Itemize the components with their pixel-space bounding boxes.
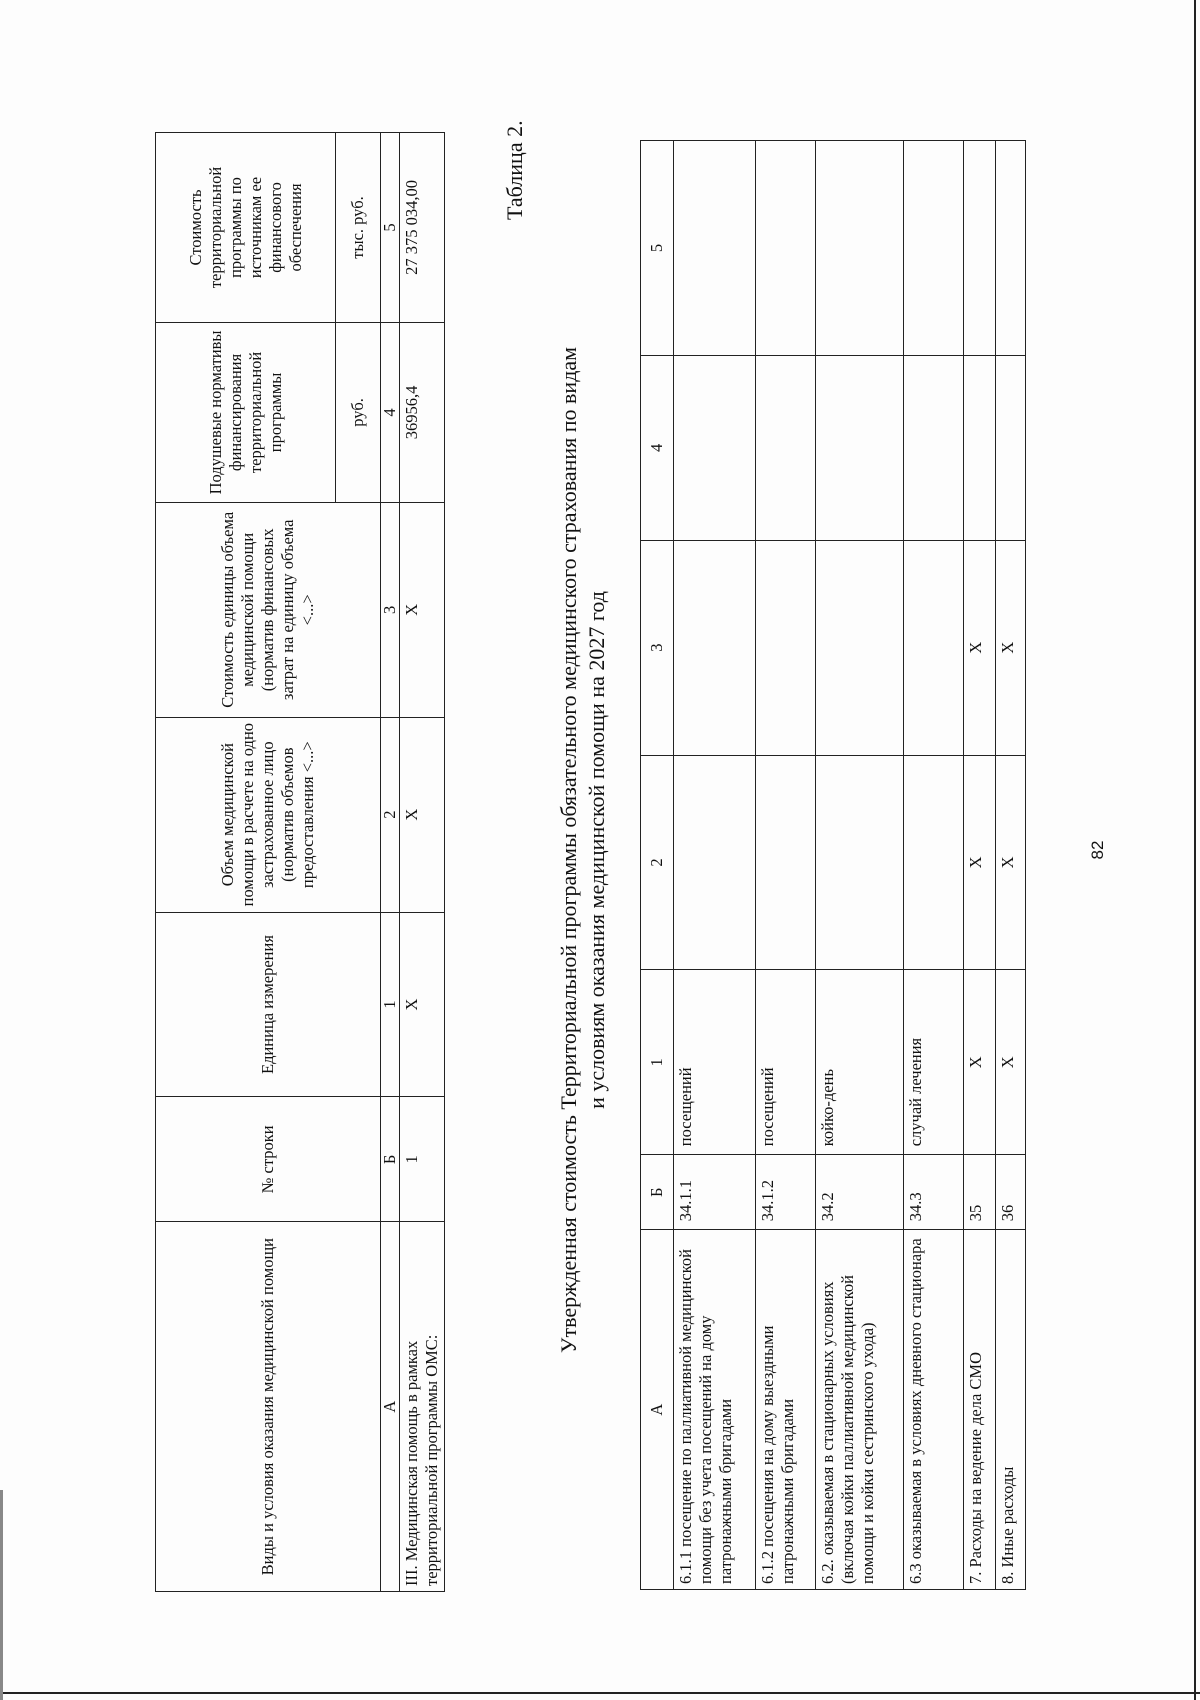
row-cell [996, 141, 1026, 356]
row-unit: посещений [674, 970, 756, 1155]
row-name: III. Медицинская помощь в рамках территориальной программы ОМС: [400, 1222, 445, 1592]
row-name: 6.3 оказываемая в условиях дневного стационара [904, 1230, 964, 1590]
row-unit: Х [964, 970, 996, 1155]
t2-number-cell: Б [381, 1097, 400, 1222]
table-row [904, 141, 964, 1590]
header-program-cost: Стоимость территориальной программы по источникам ее финансового обеспечения [156, 133, 336, 323]
row-cell [816, 355, 904, 540]
row-cell [674, 540, 756, 755]
row-line-number: 36 [996, 1155, 1026, 1230]
table-row [816, 141, 904, 1590]
table-1-continuation [640, 140, 1026, 1590]
row-unit: Х [400, 912, 445, 1097]
page-number: 82 [1088, 840, 1107, 860]
row-unit: Х [996, 970, 1026, 1155]
row-cell [964, 355, 996, 540]
t1-header-cell: 3 [641, 540, 674, 755]
table-row [996, 141, 1026, 1590]
row-line-number: 1 [400, 1097, 445, 1222]
t2-number-cell: А [381, 1222, 400, 1592]
t2-number-cell: 2 [381, 717, 400, 912]
row-cell: Х [964, 540, 996, 755]
row-name: 6.2. оказываемая в стационарных условиях (включая койки паллиативной медицинской помощи и койки сестринского ухода) [816, 1230, 904, 1590]
table-1-header-row [641, 141, 674, 1590]
row-cell [996, 355, 1026, 540]
title-line-1: Утвержденная стоимость Территориальной программы обязательного медицинского страхования по видам [556, 346, 581, 1354]
row-unit: случай лечения [904, 970, 964, 1155]
row-cell [756, 540, 816, 755]
row-cell [756, 141, 816, 356]
row-cell: Х [400, 717, 445, 912]
row-cell: Х [996, 755, 1026, 970]
row-cell [816, 141, 904, 356]
row-line-number: 34.2 [816, 1155, 904, 1230]
row-cell: Х [996, 540, 1026, 755]
header-per-capita: Подушевые нормативы финансирования территориальной программы [156, 322, 336, 502]
t2-number-cell: 5 [381, 133, 400, 323]
table-row [400, 133, 445, 1592]
header-unit-cost: Стоимость единицы объема медицинской помощи (норматив финансовых затрат на единицу объема <...> [156, 502, 381, 717]
row-cell [904, 141, 964, 356]
t1-header-cell: 5 [641, 141, 674, 356]
table-2 [155, 132, 445, 1592]
row-name: 6.1.1 посещение по паллиативной медицинской помощи без учета посещений на дому патронажными бригадами [674, 1230, 756, 1590]
table-row [964, 141, 996, 1590]
row-cell: Х [400, 502, 445, 717]
header-kinds: Виды и условия оказания медицинской помощи [156, 1222, 381, 1592]
header-unit: Единица измерения [156, 912, 381, 1097]
row-cell [904, 755, 964, 970]
unit-rub: руб. [336, 322, 381, 502]
row-cell: 27 375 034,00 [400, 133, 445, 323]
row-cell [674, 355, 756, 540]
row-unit: посещений [756, 970, 816, 1155]
row-line-number: 35 [964, 1155, 996, 1230]
row-cell [674, 141, 756, 356]
t1-header-cell: Б [641, 1155, 674, 1230]
title-line-2: и условиям оказания медицинской помощи на 2027 год [584, 591, 609, 1109]
t2-number-cell: 1 [381, 912, 400, 1097]
row-cell [756, 755, 816, 970]
table-2-number-row [381, 133, 400, 1592]
row-cell: Х [964, 755, 996, 970]
row-cell [756, 355, 816, 540]
table-row [674, 141, 756, 1590]
row-unit: койко-день [816, 970, 904, 1155]
t1-header-cell: 2 [641, 755, 674, 970]
table-2-caption: Таблица 2. [502, 120, 527, 220]
row-cell [816, 540, 904, 755]
header-volume: Объем медицинской помощи в расчете на одно застрахованное лицо (норматив объемов предоставления <...> [156, 717, 381, 912]
row-cell [904, 540, 964, 755]
t2-number-cell: 3 [381, 502, 400, 717]
t1-header-cell: А [641, 1230, 674, 1590]
row-cell [904, 355, 964, 540]
t1-header-cell: 4 [641, 355, 674, 540]
table-row [756, 141, 816, 1590]
row-cell [964, 141, 996, 356]
row-name: 8. Иные расходы [996, 1230, 1026, 1590]
table-2-title [555, 120, 611, 1580]
t1-header-cell: 1 [641, 970, 674, 1155]
row-cell: 36956,4 [400, 322, 445, 502]
row-cell [674, 755, 756, 970]
table-2-header-row [156, 133, 336, 1592]
row-line-number: 34.1.1 [674, 1155, 756, 1230]
row-line-number: 34.1.2 [756, 1155, 816, 1230]
t2-number-cell: 4 [381, 322, 400, 502]
row-name: 6.1.2 посещения на дому выездными патронажными бригадами [756, 1230, 816, 1590]
row-name: 7. Расходы на ведение дела СМО [964, 1230, 996, 1590]
header-line-number: № строки [156, 1097, 381, 1222]
row-cell [816, 755, 904, 970]
unit-thousand-rub: тыс. руб. [336, 133, 381, 323]
row-line-number: 34.3 [904, 1155, 964, 1230]
